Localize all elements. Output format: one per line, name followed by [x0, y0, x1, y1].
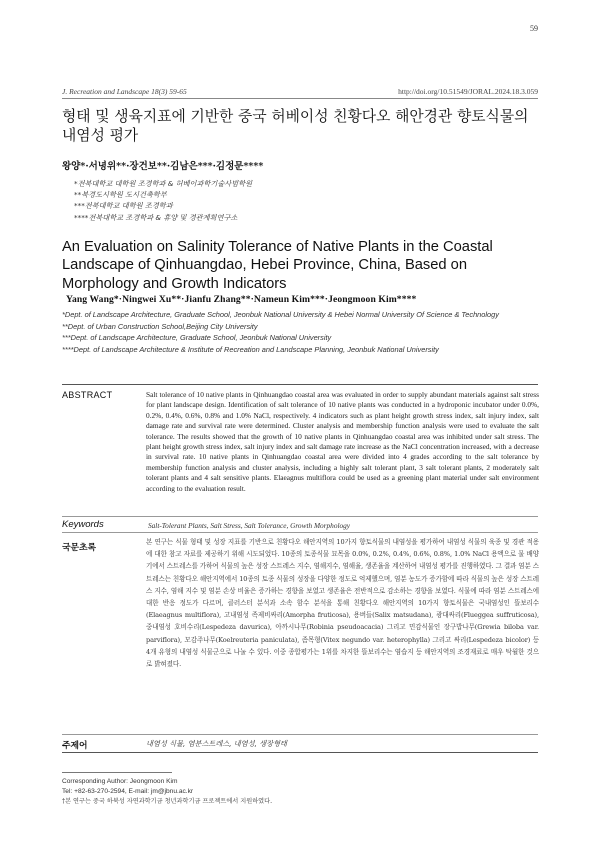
author-contact: Tel: +82-63-270-2594, E-mail: jm@jbnu.ac.kr [62, 787, 194, 795]
korean-title: 형태 및 생육지표에 기반한 중국 허베이성 친황다오 해안경관 향토식물의 내염성 평가 [62, 108, 529, 144]
footnote-divider [62, 772, 172, 773]
korean-affiliations [74, 178, 252, 223]
english-affiliation-3: ***Dept. of Landscape Architecture, Graduate School, Jeonbuk National University [62, 333, 332, 342]
corresponding-author: Corresponding Author: Jeongmoon Kim [62, 778, 178, 785]
korean-affiliation-4: ****전북대학교 조경학과 & 휴양 및 경관계획연구소 [74, 212, 238, 222]
english-affiliations [62, 309, 540, 355]
korean-keywords-label: 주제어 [62, 741, 88, 751]
english-affiliation-2: **Dept. of Urban Construction School,Beijing City University [62, 321, 258, 331]
doi-link[interactable]: http://doi.org/10.51549/JORAL.2024.18.3.059 [398, 87, 538, 96]
page-number: 59 [530, 24, 538, 33]
korean-keywords-bottom-divider [62, 752, 538, 753]
journal-citation: J. Recreation and Landscape 18(3) 59-65 [62, 87, 187, 96]
funding-note: †본 연구는 중국 하북성 자연과학기금 청년과학기금 프로젝트에서 지원하였다. [62, 797, 273, 805]
english-affiliation-1: *Dept. of Landscape Architecture, Graduate School, Jeonbuk National University & Hebei Normal University Of Science & Technology [62, 310, 499, 319]
abstract-text: Salt tolerance of 10 native plants in Qinhuangdao coastal area was evaluated in order to supply abundant materials against salt stress for plant landscape design. Identification of salt tolerance of 10 native plants was conducted in a hydroponic incubator under 0.0%, 0.2%, 0.4%, 0.6%, 0.8% and 1.0% NaCl, respectively. 4 indicators such as plant height growth stress index, salt injury index, salt damage rate and survival rate were determined. Cluster analysis and membership function analysis were used to evaluate the salt tolerance. The results showed that the growth of 10 native plants in Qinhuangdao coastal area was inhibited under salt stress. The plant height growth stress index, salt injury index and salt damage rate increase as the NaCl concentration increased, with a decrease in survival rate. 10 native plants in Qinhuangdao coastal area were divided into 4 grades according to the salt tolerance by membership function analysis and cluster analysis, including a highly salt tolerant plant, 3 salt tolerant plants, 2 moderately salt tolerant plants and 4 salt sensitive plants. Elaeagnus multiflora could be used as a greening plant material under salt environment according to the evaluation result. [146, 390, 539, 493]
abstract-top-divider [62, 384, 538, 385]
keywords-top-divider [62, 516, 538, 517]
english-affiliation-4: ****Dept. of Landscape Architecture & Institute of Recreation and Landscape Planning, Jeonbuk National University [62, 344, 439, 354]
english-title: An Evaluation on Salinity Tolerance of Native Plants in the Coastal Landscape of Qinhuangdao, Hebei Province, China, Based on Morphology and Growth Indicators [62, 239, 493, 292]
header-divider [62, 98, 538, 99]
footnotes [62, 777, 272, 806]
korean-affiliation-2: **북경도시학원 도시건축학부 [74, 190, 167, 200]
korean-keywords-top-divider [62, 734, 538, 735]
korean-keywords-text: 내염성 식물, 염분스트레스, 내염성, 생장형태 [146, 739, 287, 748]
korean-abstract-label: 국문초록 [62, 543, 96, 553]
korean-affiliation-3: ***전북대학교 대학원 조경학과 [74, 201, 173, 211]
keywords-bottom-divider [62, 532, 538, 533]
korean-abstract-text: 본 연구는 식물 형태 및 성장 지표를 기반으로 친황다오 해안지역의 10가지 향토식물의 내염성을 평가하여 내염성 식물의 육종 및 경관 적용에 대한 참고 자료를 제공하기 위해 시도되었다. 10종의 토종식물 묘목을 0.0%, 0.2%, 0.4%, 0.6%, 0.8%, 1.0% NaCl 용액으로 물 배양기에서 스트레스를 가하여 식물의 높은 성장 스트레스 지수, 염해지수, 염해율, 생존율을 계산하여 내염성 평가를 진행하였다. 그 결과 염분 스트레스는 친황다오 해안지역에서 10종의 토종 식물의 성장을 다양한 정도로 억제했으며, 염분 농도가 증가함에 따라 식물의 높은 성장 스트레스 지수, 염해 지수 및 염분 손상 비율은 증가하는 경향을 보였고 생존율은 전반적으로 감소하는 경향을 보였다. 식물에 따라 염분 스트레스에 대한 반응 정도가 다르며, 클러스터 분석과 소속 함수 분석을 통해 친황다오 해안지역의 10가지 향토식물은 국내염성인 뜰보리수(Elaeagnus multiflora), 고내염성 족제비싸리(Amorpha fruticosa), 용버들(Salix matsudana), 광대싸리(Flueggea suffruticosa), 중내염성 호비수리(Lespedeza davurica), 아까시나무(Robinia pseudoacacia) 그리고 민감식물인 장구밥나무(Grewia biloba var. parviflora), 모감주나무(Koelreuteria paniculata), 좀목형(Vitex negundo var. heterophylla) 그리고 싸리(Lespedeza bicolor) 등 4개 유형의 내염성 식물군으로 나눌 수 있다. 이중 종합평가는 1위를 차지한 뜰보리수는 염습지 등 해안지역의 조경재료로 매우 탁월한 것으로 밝혀졌다. [146, 538, 539, 669]
keywords-label: Keywords [62, 519, 104, 530]
english-authors: Yang Wang*·Ningwei Xu**·Jianfu Zhang**·Nameun Kim***·Jeongmoon Kim**** [66, 294, 417, 305]
korean-affiliation-1: *전북대학교 대학원 조경학과 & 허베이과학기술사범학원 [74, 179, 253, 188]
korean-authors: 왕양*·서녕위**·장건보**·김남은***·김정문**** [62, 161, 264, 172]
keywords-text: Salt-Tolerant Plants, Salt Stress, Salt Tolerance, Growth Morphology [148, 521, 351, 530]
abstract-label: ABSTRACT [62, 390, 113, 400]
